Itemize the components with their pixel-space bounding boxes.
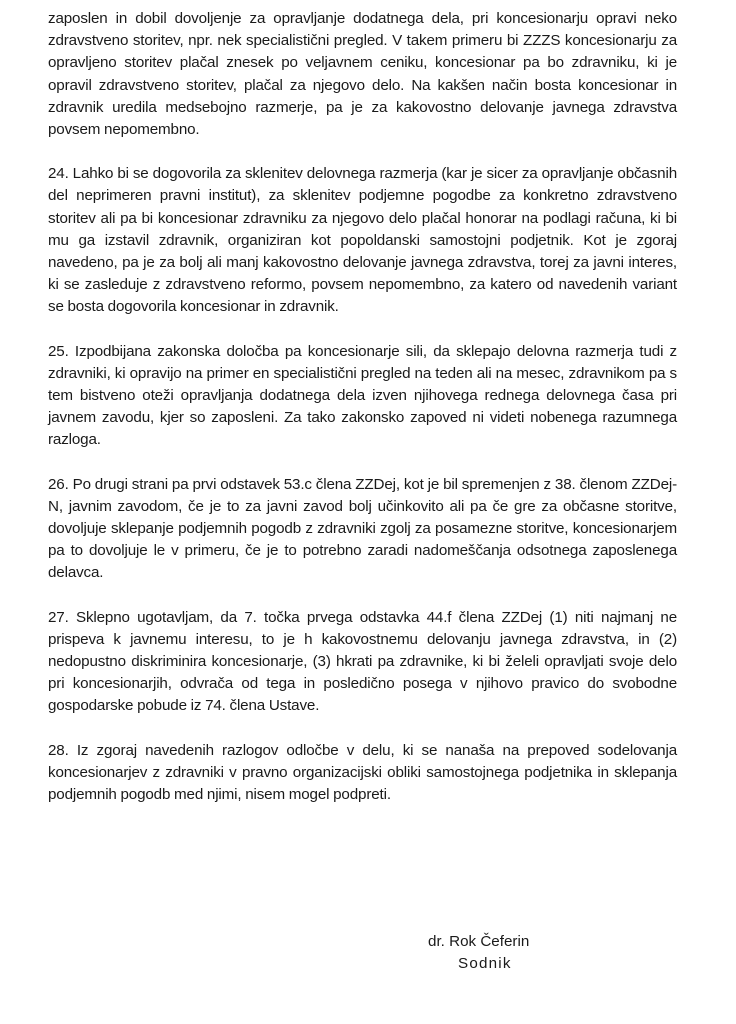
paragraph-24: 24. Lahko bi se dogovorila za sklenitev delovnega razmerja (kar je sicer za opravljanje občasnih del neprimeren pravni institut), za sklenitev podjemne pogodbe za konkretno zdravstveno storitev ali pa bi koncesionar zdravniku za njegovo delo plačal honorar na podlagi računa, ki bi mu ga izstavil zdravnik, organiziran kot popoldanski samostojni podjetnik. Kot je zgoraj navedeno, pa je za bolj ali manj kakovostno delovanje javnega zdravstva, torej za javni interes, ki se zasleduje z zdravstveno reformo, povsem nepomembno, za katero od navedenih variant se bosta dogovorila koncesionar in zdravnik. [48, 165, 677, 316]
paragraph-28: 28. Iz zgoraj navedenih razlogov odločbe v delu, ki se nanaša na prepoved sodelovanja koncesionarjev z zdravniki v pravno organizacijski obliki samostojnega podjetnika in sklepanja podjemnih pogodb med njimi, nisem mogel podpreti. [48, 741, 677, 804]
paragraph-27: 27. Sklepno ugotavljam, da 7. točka prvega odstavka 44.f člena ZZDej (1) niti najmanj ne prispeva k javnemu interesu, to je h kakovostnemu delovanju javnega zdravstva, in (2) nedopustno diskriminira koncesionarje, (3) hkrati pa zdravnike, ki bi želeli opravljati svoje delo pri koncesionarjih, odvrača od tega in posledično posega v njihovo pravico do svobodne gospodarske pobude iz 74. člena Ustave. [48, 608, 677, 715]
signatory-role: Sodnik [458, 955, 512, 972]
paragraph-continuation: zaposlen in dobil dovoljenje za opravljanje dodatnega dela, pri koncesionarju opravi neko zdravstveno storitev, npr. nek specialistični pregled. V takem primeru bi ZZZS koncesionarju za opravljeno storitev plačal znesek po veljavnem ceniku, koncesionar pa bo zdravniku, ki je opravil zdravstveno storitev, plačal za njegovo delo. Na kakšen način bosta koncesionar in zdravnik uredila medsebojno razmerje, pa je za kakovostno delovanje javnega zdravstva povsem nepomembno. [48, 10, 677, 139]
signature-block [428, 931, 529, 975]
signatory-name: dr. Rok Čeferin [428, 933, 530, 950]
paragraph-26: 26. Po drugi strani pa prvi odstavek 53.c člena ZZDej, kot je bil spremenjen z 38. členom ZZDej-N, javnim zavodom, če je to za javni zavod bolj učinkovito ali pa če gre za občasne storitve, dovoljuje sklepanje podjemnih pogodb z zdravniki zgolj za posamezne storitve, koncesionarjem pa to dovoljuje le v primeru, če je to potrebno zaradi nadomeščanja odsotnega zaposlenega delavca. [48, 475, 677, 582]
document-page [48, 8, 677, 828]
paragraph-25: 25. Izpodbijana zakonska določba pa koncesionarje sili, da sklepajo delovna razmerja tudi z zdravniki, ki opravijo na primer en specialistični pregled na teden ali na mesec, zdravnikom pa s tem bistveno oteži opravljanja dodatnega dela izven njihovega rednega delovnega časa pri javnem zavodu, kjer so zaposleni. Za tako zakonsko zapoved ni videti nobenega razumnega razloga. [48, 342, 677, 449]
